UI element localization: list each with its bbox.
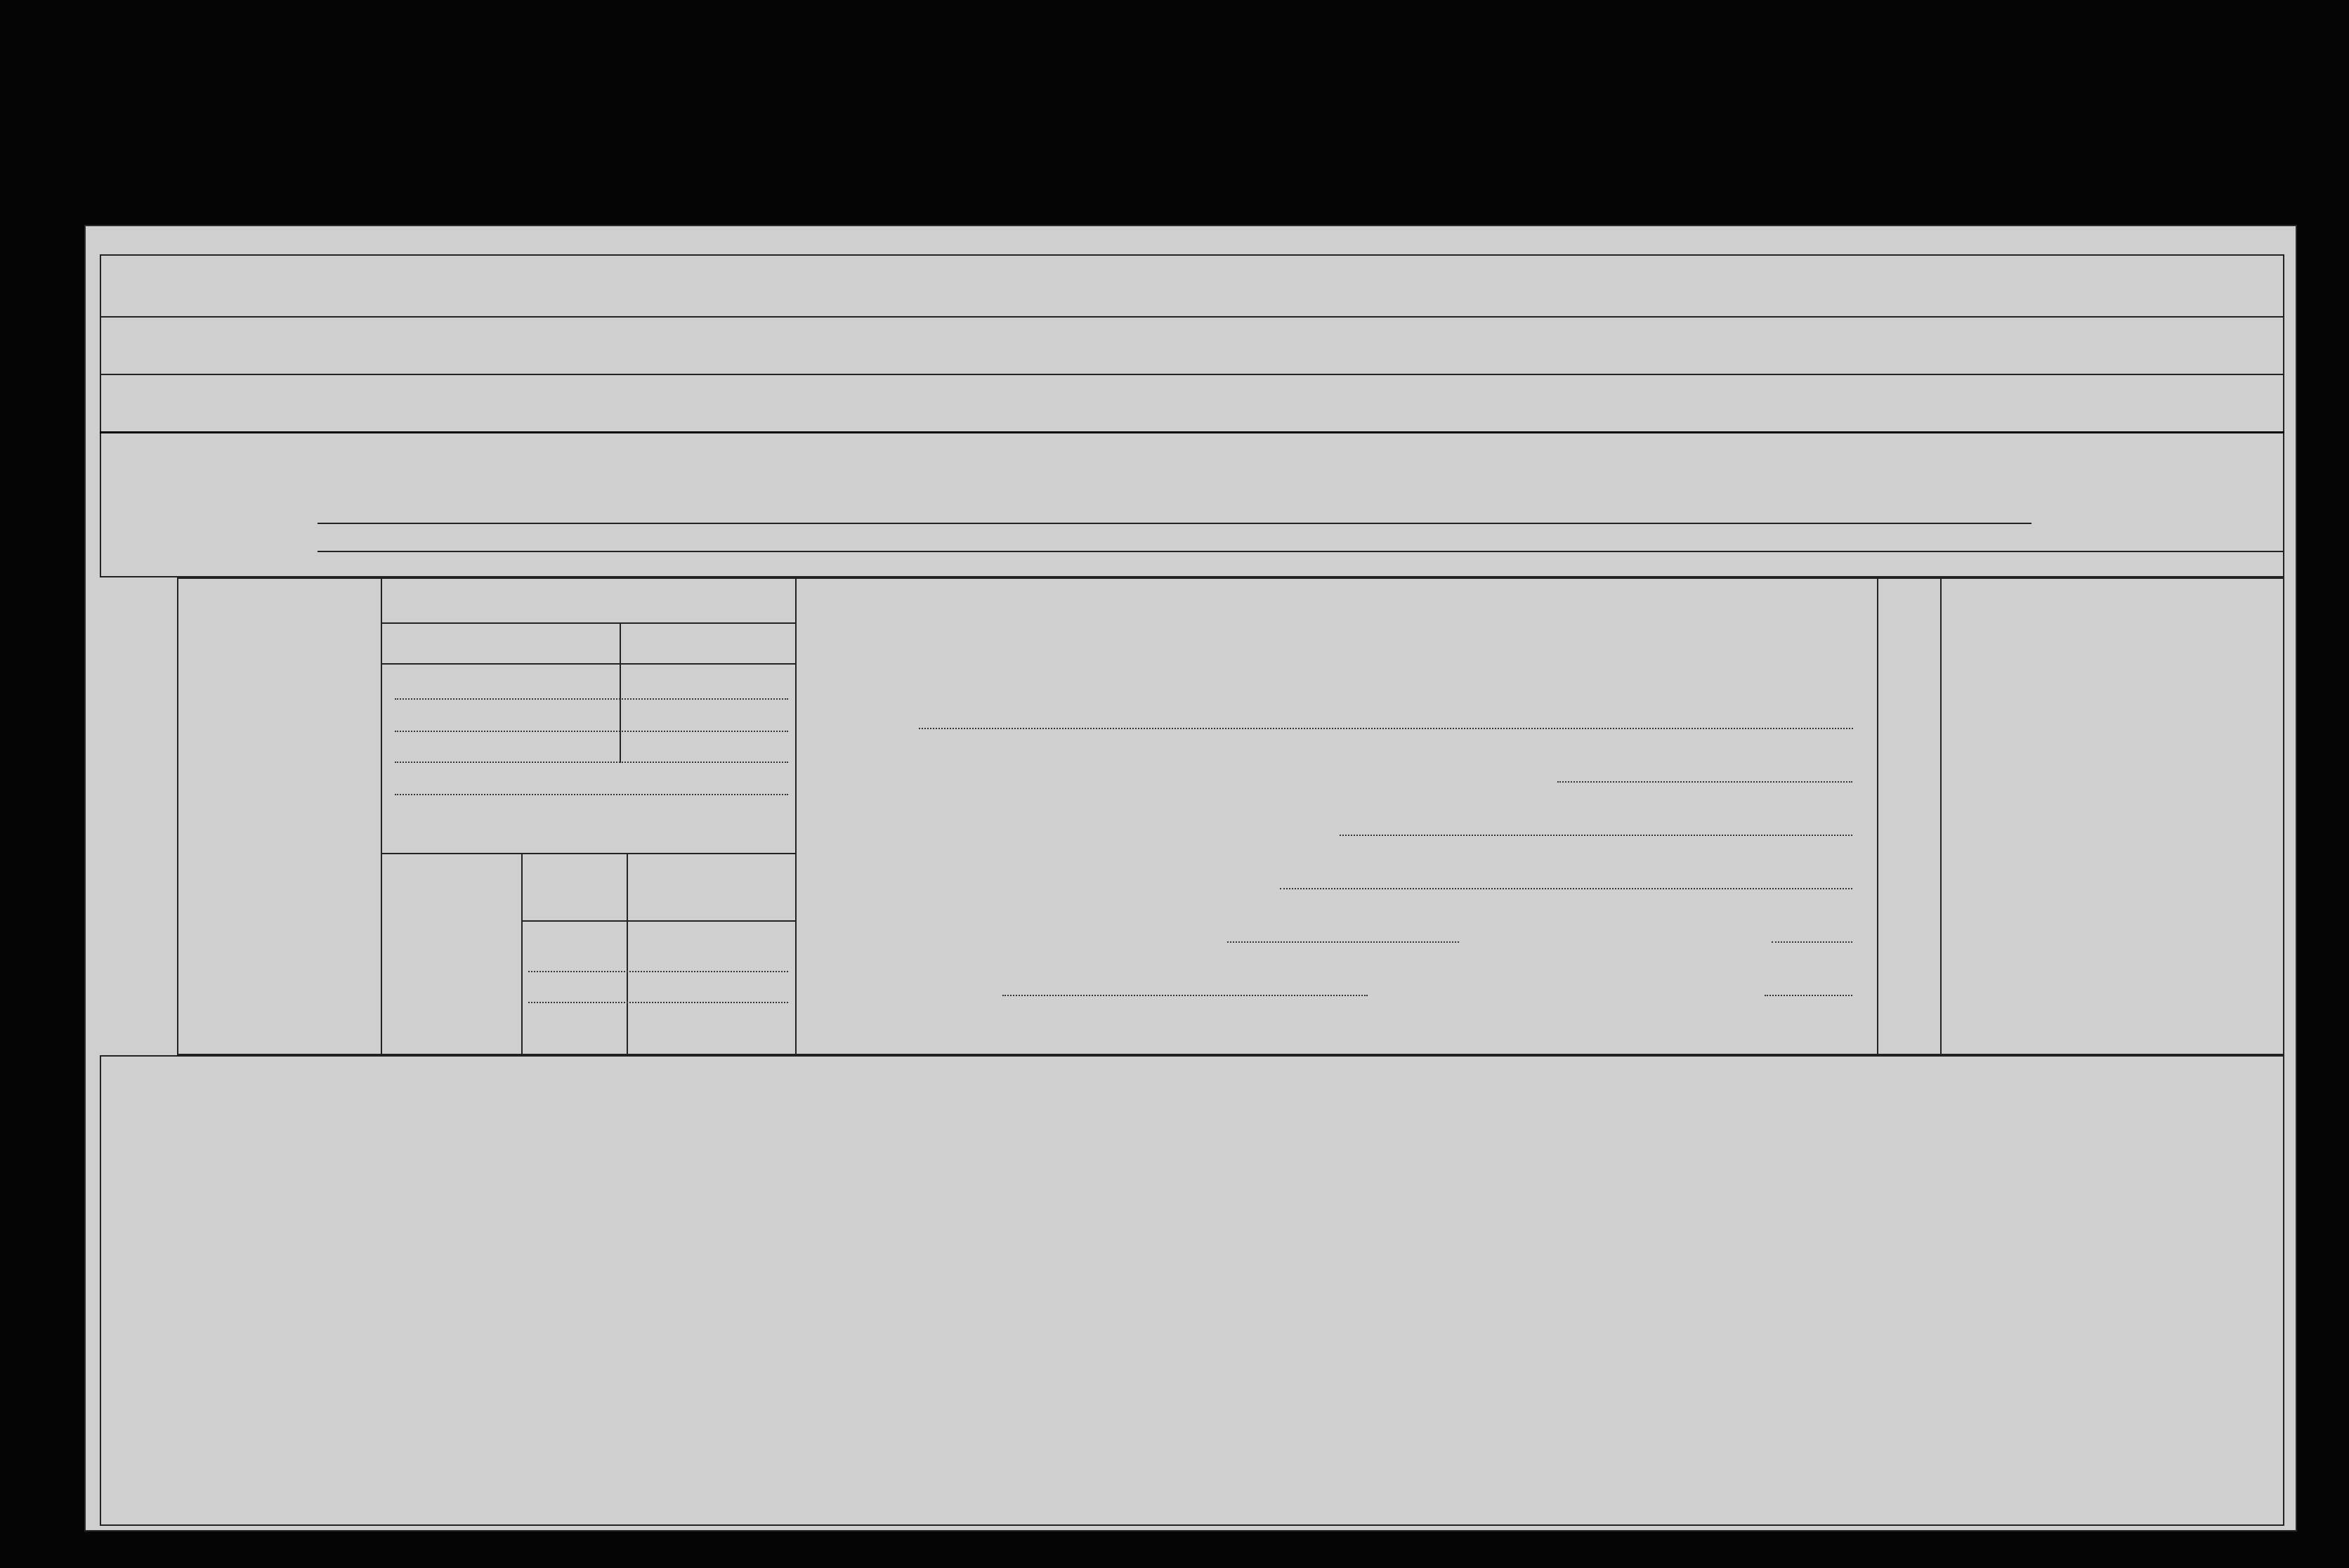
line bbox=[1002, 993, 1368, 996]
line bbox=[795, 577, 797, 1055]
line bbox=[381, 622, 795, 624]
line bbox=[395, 760, 788, 763]
population-caption bbox=[1881, 592, 1937, 1041]
line bbox=[919, 726, 1853, 729]
line bbox=[318, 551, 2284, 552]
line bbox=[627, 853, 628, 1055]
line bbox=[100, 431, 2284, 433]
line bbox=[528, 969, 788, 972]
line bbox=[395, 697, 788, 700]
line bbox=[1227, 940, 1459, 943]
group-nadel bbox=[118, 1228, 167, 1340]
line bbox=[620, 622, 621, 763]
line bbox=[381, 853, 795, 854]
line bbox=[528, 1000, 788, 1003]
line bbox=[100, 316, 2284, 318]
line bbox=[521, 920, 795, 922]
census-card bbox=[84, 225, 2297, 1531]
line bbox=[381, 663, 795, 665]
line bbox=[1877, 577, 1878, 1055]
line bbox=[1940, 577, 1942, 1055]
line bbox=[1340, 833, 1852, 836]
line bbox=[1765, 993, 1852, 996]
middle-block bbox=[177, 577, 2284, 1055]
group-vne bbox=[118, 1345, 167, 1457]
line bbox=[1772, 940, 1852, 943]
line bbox=[1557, 780, 1852, 783]
line bbox=[381, 577, 382, 1055]
line bbox=[521, 853, 523, 1055]
line bbox=[318, 523, 2031, 524]
line bbox=[100, 374, 2284, 375]
line bbox=[395, 792, 788, 795]
line bbox=[1280, 887, 1852, 889]
crops-table bbox=[100, 254, 2284, 577]
line bbox=[395, 729, 788, 732]
lease-table bbox=[100, 1055, 2284, 1526]
workers-caption bbox=[310, 592, 374, 1041]
